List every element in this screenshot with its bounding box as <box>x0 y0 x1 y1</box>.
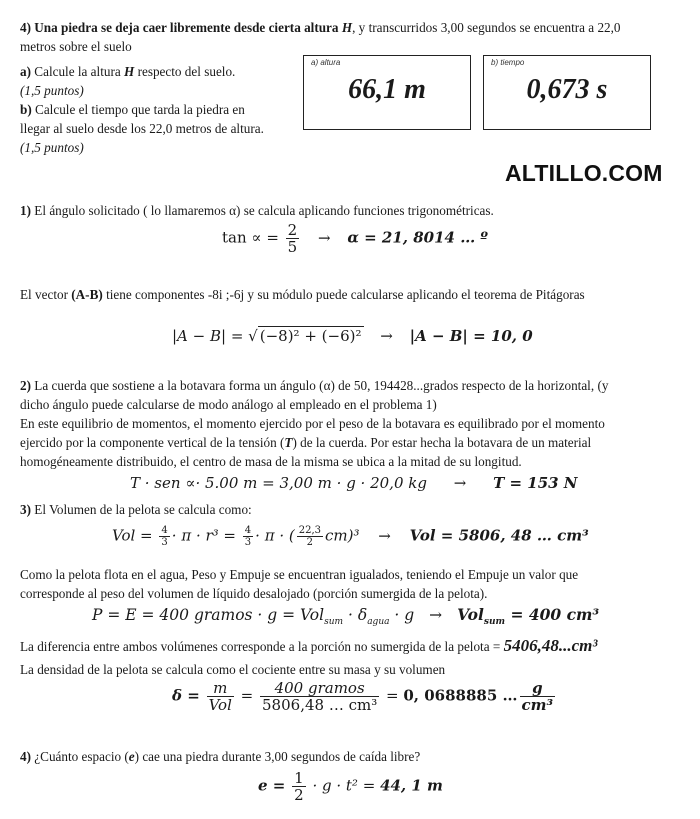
vector-name: (A-B) <box>71 287 103 302</box>
part-b-points: (1,5 puntos) <box>20 140 84 155</box>
tangent-equation <box>222 222 488 255</box>
density-left: δ = <box>172 686 200 705</box>
frac-den: 2 <box>306 537 314 548</box>
frac-num: 4 <box>244 525 252 536</box>
vol-sum-value: = 400 cm³ <box>505 605 600 624</box>
fraction-mass-volume <box>260 680 379 713</box>
brand-watermark: ALTILLO.COM <box>505 160 663 186</box>
sqrt-content: (−8)² + (−6)² <box>259 327 362 345</box>
section-2-line-4-post: ) de la cuerda. Por estar hecha la botavara de un material <box>292 435 592 450</box>
vol-mid: · π · r³ = <box>171 526 236 545</box>
frac-num: m <box>207 680 234 697</box>
fraction-half <box>292 770 306 803</box>
pe-mid: · δ <box>343 606 368 624</box>
variable-h: H <box>341 20 353 35</box>
answer-box-b-label: b) tiempo <box>491 58 525 67</box>
pe-left: P = E = 400 gramos · g = Vol <box>92 606 325 624</box>
modulus-left: |A − B| = <box>172 327 249 345</box>
section-1-heading: 1) <box>20 203 31 218</box>
fraction-g-cm3 <box>520 680 556 713</box>
tan-denominator: 5 <box>287 238 298 256</box>
torque-equation <box>130 474 578 492</box>
variable-t: T <box>284 435 293 450</box>
part-a-text-end: respecto del suelo. <box>134 64 236 79</box>
vol-sum-label: Vol <box>457 605 484 624</box>
density-equation <box>172 680 557 713</box>
equals: = <box>386 686 399 705</box>
volume-result: Vol = 5806, 48 … cm³ <box>409 526 589 545</box>
section-4-heading: 4) <box>20 749 31 764</box>
vol-mid-2: · π · ( <box>255 526 295 545</box>
part-b-line-2: llegar al suelo desde los 22,0 metros de altura. <box>20 121 264 136</box>
section-2-line-4 <box>20 433 690 452</box>
section-2-line-3: En este equilibrio de momentos, el momento ejercido por el peso de la botavara es equilibrado por el momento <box>20 416 605 431</box>
problem-line-1 <box>20 18 660 37</box>
section-2-line-1-text: La cuerda que sostiene a la botavara forma un ángulo (α) de 50, 194428...grados respecto de la horizontal, (y <box>31 378 609 393</box>
section-4-post: ) cae una piedra durante 3,00 segundos de caída libre? <box>134 749 421 764</box>
tan-fraction <box>286 222 300 255</box>
section-2-heading: 2) <box>20 378 31 393</box>
pe-end: · g <box>389 606 415 624</box>
arrow-icon: → <box>380 327 393 345</box>
tan-left: tan ∝ = <box>222 228 279 247</box>
answer-box-a <box>303 55 471 130</box>
frac-num: 4 <box>161 525 168 536</box>
vector-text-pre: El vector <box>20 287 72 302</box>
distance-result: 44, 1 m <box>380 776 443 795</box>
float-line-2: corresponde al peso del volumen de líquido desalojado (porción sumergida de la pelota). <box>20 586 488 601</box>
fraction-radius <box>297 525 323 548</box>
fraction-m-vol <box>207 680 234 713</box>
vol-sum-sub: sum <box>483 617 506 628</box>
answer-box-b <box>483 55 651 130</box>
equals: = <box>240 686 254 705</box>
float-text <box>20 565 690 603</box>
modulus-result: |A − B| = 10, 0 <box>409 327 533 345</box>
part-a-text: Calcule la altura <box>34 64 125 79</box>
frac-den: 3 <box>161 537 168 548</box>
part-a-h: H <box>124 64 135 79</box>
frac-den: 5806,48 … cm³ <box>262 696 378 714</box>
vol-left: Vol = <box>112 526 153 545</box>
vector-text-post: tiene componentes -8i ;-6j y su módulo puede calcularse aplicando el teorema de Pitágoras <box>102 287 585 302</box>
frac-num: 1 <box>294 769 304 787</box>
weight-buoyancy-equation <box>92 605 599 627</box>
arrow-icon: → <box>318 228 331 247</box>
problem-statement <box>20 18 660 56</box>
volume-equation <box>112 525 589 548</box>
modulus-equation <box>172 327 533 345</box>
vol-cm: cm)³ <box>324 526 360 545</box>
frac-den: cm³ <box>521 696 554 714</box>
e-left: e = <box>258 776 286 795</box>
part-a-letter: a) <box>20 64 35 79</box>
section-2-line-5: homogéneamente distribuido, el centro de masa de la misma se ubica a la mitad de su longitud. <box>20 454 522 469</box>
section-4-text <box>20 747 680 766</box>
variable-e: e <box>128 749 135 764</box>
problem-text: , y transcurridos 3,00 segundos se encuentra a 22,0 <box>352 20 621 35</box>
frac-num: 22,3 <box>298 525 321 536</box>
answer-box-a-label: a) altura <box>311 58 341 67</box>
part-b-letter: b) <box>20 102 36 117</box>
frac-den: Vol <box>208 696 232 714</box>
angle-result: α = 21, 8014 … º <box>347 228 488 247</box>
section-1-text <box>20 201 680 220</box>
section-1-body: El ángulo solicitado ( lo llamaremos α) se calcula aplicando funciones trigonométricas. <box>31 203 494 218</box>
section-2-line-1 <box>20 376 690 395</box>
free-fall-equation <box>258 770 443 803</box>
difference-description: La diferencia entre ambos volúmenes corresponde a la porción no sumergida de la pelota = <box>20 639 504 654</box>
fraction-4-3-b <box>243 525 253 548</box>
part-a-points: (1,5 puntos) <box>20 83 84 98</box>
float-line-1: Como la pelota flota en el agua, Peso y Empuje se encuentran igualados, teniendo el Empuje un valor que <box>20 567 579 582</box>
arrow-icon: → <box>453 474 467 492</box>
part-a <box>20 62 292 81</box>
e-mid: · g · t² = <box>312 776 376 795</box>
tan-numerator: 2 <box>287 221 298 239</box>
pe-sub-sum: sum <box>324 617 344 628</box>
part-b-line-1: Calcule el tiempo que tarda la piedra en <box>35 102 245 117</box>
section-3-body: El Volumen de la pelota se calcula como: <box>31 502 252 517</box>
section-2-line-2: dicho ángulo puede calcularse de modo análogo al empleado en el problema 1) <box>20 397 437 412</box>
problem-number: 4) Una piedra se deja caer libremente desde cierta altura <box>20 20 342 35</box>
part-b <box>20 100 292 119</box>
answer-box-b-value: 0,673 s <box>526 74 608 105</box>
frac-num: g <box>520 680 556 697</box>
answer-box-a-value: 66,1 m <box>348 74 426 105</box>
section-4-pre: ¿Cuánto espacio ( <box>31 749 129 764</box>
frac-num: 400 gramos <box>260 680 379 697</box>
torque-eq-left: T · sen ∝· 5.00 m = 3,00 m · g · 20,0 kg <box>130 474 427 492</box>
section-2-line-4-pre: ejercido por la componente vertical de la tensión ( <box>20 435 285 450</box>
vector-text <box>20 285 680 304</box>
difference-text <box>20 636 692 656</box>
section-2-text <box>20 376 690 471</box>
density-value: 0, 0688885 … <box>403 686 518 705</box>
tension-result: T = 153 N <box>493 474 578 492</box>
pe-sub-agua: agua <box>367 617 390 628</box>
sqrt-icon: √ <box>248 327 258 345</box>
frac-den: 3 <box>244 537 252 548</box>
fraction-4-3 <box>159 525 169 548</box>
frac-den: 2 <box>294 786 304 804</box>
arrow-icon: → <box>378 526 391 545</box>
difference-value: 5406,48...cm³ <box>503 636 598 655</box>
vol-sum-result <box>457 605 600 628</box>
arrow-icon: → <box>429 606 443 624</box>
problem-line-2: metros sobre el suelo <box>20 39 132 54</box>
problem-parts <box>20 62 292 157</box>
section-3-heading: 3) <box>20 502 31 517</box>
section-3-text <box>20 500 680 519</box>
density-text: La densidad de la pelota se calcula como el cociente entre su masa y su volumen <box>20 662 446 677</box>
